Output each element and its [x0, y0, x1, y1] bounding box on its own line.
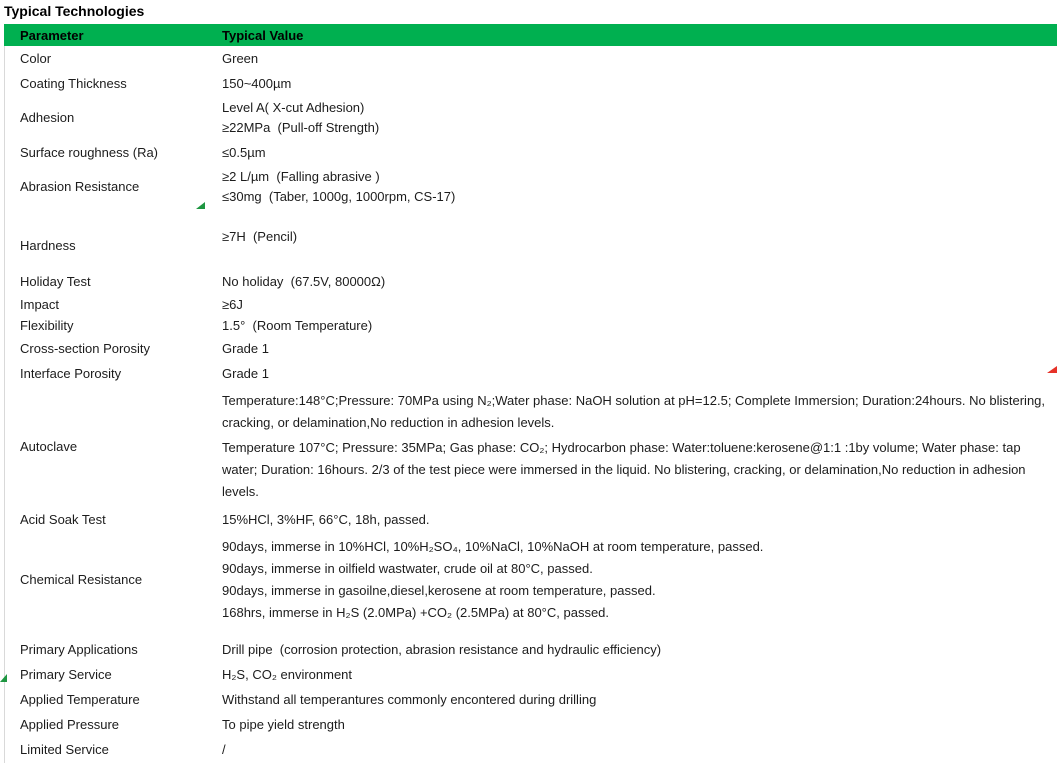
value-line: No holiday (67.5V, 80000Ω)	[222, 273, 386, 289]
parameter-cell: Impact	[20, 296, 60, 312]
value-line: Drill pipe (corrosion protection, abrasion resistance and hydraulic efficiency)	[222, 642, 662, 657]
table-row	[4, 294, 1057, 315]
table-row	[4, 532, 1057, 628]
table-row	[4, 507, 1057, 532]
value-cell	[222, 536, 1057, 624]
table-row	[4, 361, 1057, 386]
table-row	[4, 737, 1057, 762]
value-cell	[222, 167, 1057, 207]
parameter-cell: Hardness	[20, 238, 76, 253]
table-row	[4, 140, 1057, 165]
table-body	[4, 46, 1057, 762]
value-cell	[222, 665, 1057, 685]
value-line: 150~400µm	[222, 75, 292, 91]
table-row	[4, 71, 1057, 96]
value-line: Grade 1	[222, 365, 269, 381]
value-cell	[222, 510, 1057, 530]
parameter-cell: Applied Pressure	[20, 716, 119, 732]
value-cell	[222, 740, 1057, 760]
value-line: ≤30mg (Taber, 1000g, 1000rpm, CS-17)	[222, 189, 456, 204]
value-line: Green	[222, 50, 259, 66]
value-cell	[222, 49, 1057, 69]
parameter-cell: Surface roughness (Ra)	[20, 144, 159, 160]
value-line: Temperature 107°C; Pressure: 35MPa; Gas phase: CO₂; Hydrocarbon phase: Water:toluene:kerosene@1:1 :1by volume; Water phase: tap water; Duration: 16hours. 2/3 of the test piece were immersed in the liquid. No blistering, cracking, or delamination,No reduction in adhesion levels.	[222, 440, 1030, 499]
value-line: H₂S, CO₂ environment	[222, 666, 353, 682]
value-cell	[222, 143, 1057, 163]
value-cell	[222, 295, 1057, 315]
value-line: 90days, immerse in oilfield wastwater, crude oil at 80°C, passed.	[222, 561, 593, 576]
value-cell	[222, 690, 1057, 710]
value-cell	[222, 640, 1057, 660]
value-line: 90days, immerse in gasoilne,diesel,kerosene at room temperature, passed.	[222, 583, 656, 598]
table-header	[4, 24, 1057, 46]
value-line: 15%HCl, 3%HF, 66°C, 18h, passed.	[222, 511, 430, 527]
parameter-cell: Interface Porosity	[20, 365, 122, 381]
table-left-border	[4, 46, 5, 763]
parameter-cell: Chemical Resistance	[20, 572, 143, 587]
table-row	[4, 315, 1057, 336]
value-line: ≥2 L/µm (Falling abrasive )	[222, 169, 380, 184]
value-cell	[222, 364, 1057, 384]
parameter-cell: Acid Soak Test	[20, 511, 106, 527]
value-line: ≤0.5µm	[222, 144, 266, 160]
table-row	[4, 46, 1057, 71]
value-cell	[222, 211, 1057, 247]
parameter-cell: Primary Service	[20, 666, 112, 682]
parameter-cell: Primary Applications	[20, 642, 138, 657]
parameter-cell: Abrasion Resistance	[20, 179, 140, 194]
value-cell	[222, 339, 1057, 359]
parameter-cell: Adhesion	[20, 110, 75, 125]
header-typical-value: Typical Value	[222, 27, 304, 43]
parameter-cell: Color	[20, 50, 52, 66]
table-row	[4, 712, 1057, 737]
value-line: Temperature:148°C;Pressure: 70MPa using N₂;Water phase: NaOH solution at pH=12.5; Complete Immersion; Duration:24hours. No blistering, cracking, or delamination,No reduction in adhesion levels.	[222, 393, 1049, 430]
value-line: ≥6J	[222, 296, 243, 312]
parameter-cell: Flexibility	[20, 317, 74, 333]
table-row	[4, 269, 1057, 294]
table-row	[4, 386, 1057, 507]
table-row	[4, 96, 1057, 140]
value-cell	[222, 74, 1057, 94]
parameter-cell: Cross-section Porosity	[20, 340, 151, 356]
parameter-cell: Autoclave	[20, 438, 78, 454]
parameter-cell: Applied Temperature	[20, 691, 140, 707]
page-title: Typical Technologies	[4, 3, 145, 19]
value-cell	[222, 316, 1057, 336]
table-row	[4, 638, 1057, 662]
value-line: 90days, immerse in 10%HCl, 10%H₂SO₄, 10%NaCl, 10%NaOH at room temperature, passed.	[222, 539, 764, 554]
value-cell	[222, 272, 1057, 292]
value-cell	[222, 390, 1057, 503]
value-cell	[222, 98, 1057, 138]
value-line: ≥7H (Pencil)	[222, 229, 298, 244]
parameter-cell: Holiday Test	[20, 273, 91, 289]
table-row	[4, 687, 1057, 712]
value-line: 168hrs, immerse in H₂S (2.0MPa) +CO₂ (2.5MPa) at 80°C, passed.	[222, 605, 610, 620]
spec-table	[4, 24, 1057, 762]
parameter-cell: Limited Service	[20, 741, 109, 757]
table-row	[4, 662, 1057, 687]
table-row	[4, 336, 1057, 361]
table-row	[4, 209, 1057, 269]
value-line: Grade 1	[222, 340, 269, 356]
parameter-cell: Coating Thickness	[20, 75, 127, 91]
value-line: 1.5° (Room Temperature)	[222, 317, 373, 333]
header-parameter: Parameter	[20, 27, 84, 43]
value-cell	[222, 715, 1057, 735]
table-row	[4, 165, 1057, 209]
value-line: /	[222, 741, 226, 757]
value-line: ≥22MPa (Pull-off Strength)	[222, 120, 380, 135]
value-line: To pipe yield strength	[222, 716, 345, 732]
value-line: Withstand all temperantures commonly encontered during drilling	[222, 691, 597, 707]
value-line: Level A( X-cut Adhesion)	[222, 100, 365, 115]
